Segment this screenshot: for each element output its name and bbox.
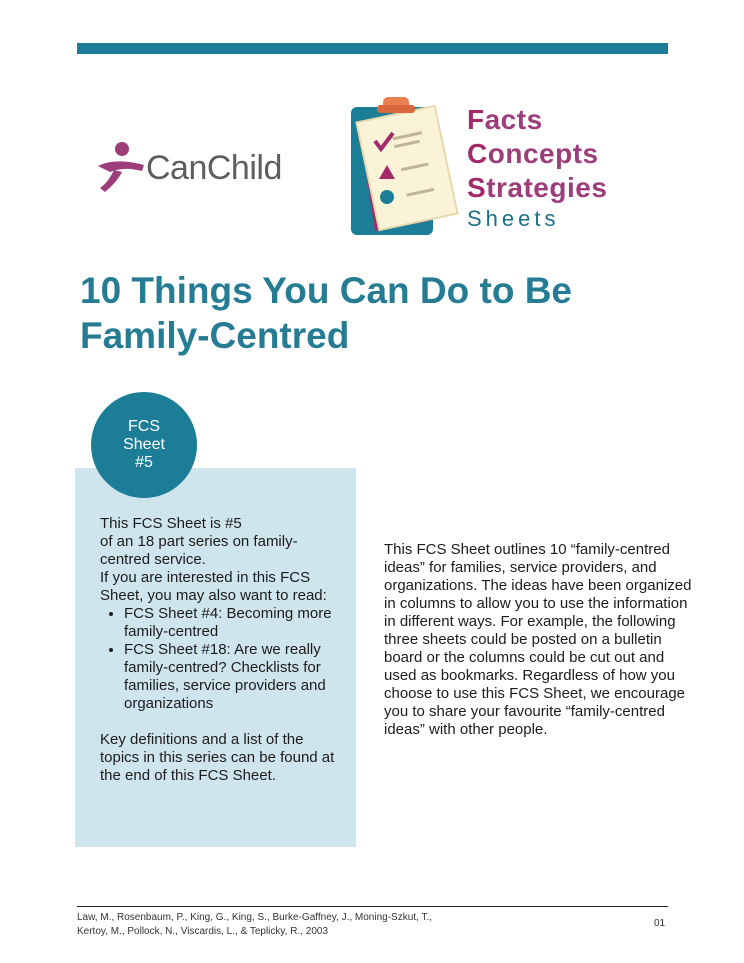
badge-line-3: #5 [135,454,153,471]
info-line-3: If you are interested in this FCS Sheet, you may also want to read: [100,569,327,604]
info-line-1: This FCS Sheet is #5 [100,515,242,532]
clipboard-icon [345,93,465,243]
citation-line-1: Law, M., Rosenbaum, P., King, G., King, S., Burke-Gaffney, J., Moning-Szkut, T., [77,912,432,923]
fcs-logo-word-facts: Facts [467,104,543,135]
badge-line-2: Sheet [123,436,165,453]
intro-paragraph: This FCS Sheet outlines 10 “family-centred ideas” for families, service providers, and organizations. The ideas have been organized in columns to allow you to use the information in different ways. For example, the following three sheets could be posted on a bulletin board or the columns could be cut out and used as bookmarks. Regardless of how you choose to use this FCS Sheet, we encourage you to share your favourite “family-centred ideas” with other people. [384,541,692,738]
info-line-2: of an 18 part series on family-centred service. [100,533,298,568]
fcs-logo-word-sheets: Sheets [467,206,560,231]
related-sheet-item: • FCS Sheet #4: Becoming more family-centred [124,605,340,641]
page-title: 10 Things You Can Do to Be Family-Centred [80,270,573,356]
citation-line-2: Kertoy, M., Pollock, N., Viscardis, L., & Teplicky, R., 2003 [77,926,329,937]
fcs-logo-word-strategies: Strategies [467,172,608,203]
footer-divider [77,906,668,907]
fcs-logo-word-concepts: Concepts [467,138,599,169]
badge-line-1: FCS [128,418,160,435]
top-accent-bar [77,43,668,54]
info-box-text [100,515,340,785]
citation [77,911,497,939]
related-sheets-list [100,605,340,713]
fcs-sheet-badge [91,392,197,498]
related-sheet-item: • FCS Sheet #18: Are we really family-centred? Checklists for families, service providers and organizations [124,641,340,713]
fcs-sheets-logo [345,93,635,243]
canchild-figure-icon [96,140,146,196]
canchild-logo [96,140,296,196]
info-closing: Key definitions and a list of the topics in this series can be found at the end of this FCS Sheet. [100,731,335,784]
page-number: 01 [654,918,666,929]
canchild-logo-text: CanChild [146,149,282,187]
